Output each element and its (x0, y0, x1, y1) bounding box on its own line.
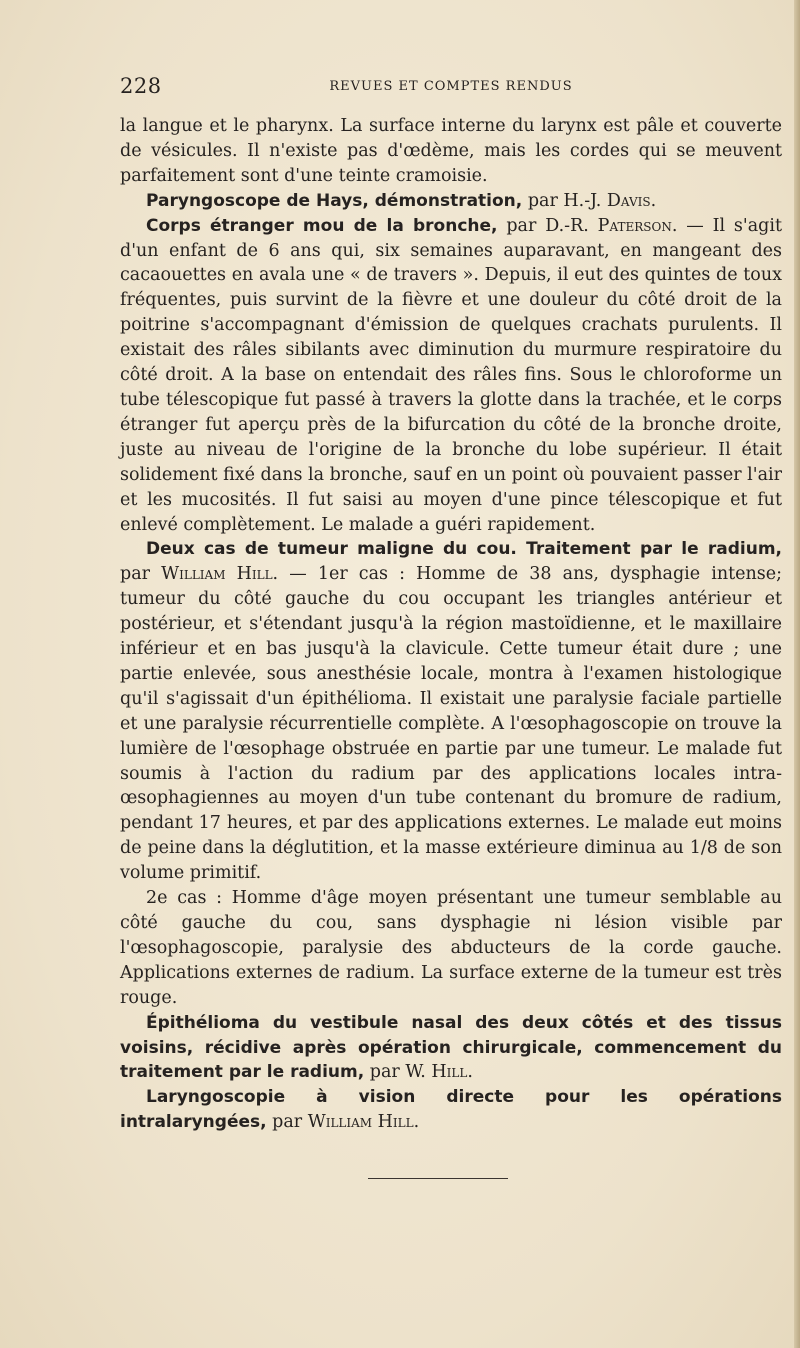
text-run: par D.-R. (497, 215, 598, 236)
paragraph (120, 1011, 782, 1086)
section-heading: Laryngoscopie à vision directe pour les opérations intralaryngées, (120, 1087, 782, 1133)
author-name: Hill (431, 1062, 468, 1083)
text-run: par W. (364, 1062, 432, 1083)
paragraph (120, 189, 782, 214)
text-run: par (120, 564, 162, 585)
author-name: William Hill (307, 1112, 414, 1133)
author-name: Paterson (597, 215, 672, 236)
author-name: Davis (606, 190, 651, 211)
text-run: . (413, 1112, 420, 1133)
author-name: William Hill (161, 564, 273, 585)
text-run: . (467, 1062, 473, 1083)
section-heading: Épithélioma du vestibule nasal des deux côtés et des tissus voisins, récidive après opération chirurgicale, commencement du traitement par le radium, (120, 1012, 782, 1083)
text-run: . (650, 190, 657, 211)
text-run: par (266, 1112, 308, 1133)
text-run: par H.-J. (522, 190, 607, 211)
section-end-rule (368, 1178, 508, 1179)
paragraph (120, 537, 782, 886)
paragraph: la langue et le pharynx. La surface interne du larynx est pâle et couverte de vésicules. Il n'existe pas d'œdème, mais les cordes qui se meuvent parfaitement sont d'une teinte cramoisie. (120, 116, 782, 186)
article-text (120, 114, 782, 1135)
paragraph: 2e cas : Homme d'âge moyen présentant une tumeur semblable au côté gauche du cou, sans dysphagie ni lésion visible par l'œsophagoscopie, paralysie des abducteurs de la corde gauche. Applications externes de radium. La surface externe de la tumeur est très rouge. (120, 888, 782, 1008)
page-number: 228 (120, 74, 162, 98)
paragraph (120, 1085, 782, 1135)
section-heading: Corps étranger mou de la bronche, (146, 215, 498, 236)
running-head: REVUES ET COMPTES RENDUS (329, 79, 573, 94)
section-heading: Deux cas de tumeur maligne du cou. Traitement par le radium, (146, 539, 782, 560)
text-run: . — 1er cas : Homme de 38 ans, dysphagie intense; tumeur du côté gauche du cou occupant les triangles antérieur et postérieur, et s'étendant jusqu'à la région mastoïdienne, et le maxillaire inférieur et en bas jusqu'à la clavicule. Cette tumeur était dure ; une partie enlevée, sous anesthésie locale, montra à l'examen histologique qu'il s'agissait d'un épithélioma. Il existait une paralysie faciale partielle et une paralysie récurrentielle complète. A l'œsophagoscopie on trouve la lumière de l'œsophage obstruée en partie par une tumeur. Le malade fut soumis à l'action du radium par des applications locales intra-œsophagiennes au moyen d'un tube contenant du bromure de radium, pendant 17 heures, et par des applications externes. Le malade eut moins de peine dans la déglutition, et la masse extérieure diminua au 1/8 de son volume primitif. (120, 564, 782, 884)
paragraph (120, 214, 782, 538)
section-heading: Paryngoscope de Hays, démonstration, (146, 190, 523, 211)
page-edge (794, 0, 800, 1348)
page-header (120, 74, 782, 102)
text-run: . — Il s'agit d'un enfant de 6 ans qui, six semaines auparavant, en mangeant des cacaouettes en avala une « de travers ». Depuis, il eut des quintes de toux fréquentes, puis survint de la fièvre et une douleur du côté droit de la poitrine s'accompagnant d'émission de quelques crachats purulents. Il existait des râles sibilants avec diminution du murmure respiratoire du côté droit. A la base on entendait des râles fins. Sous le chloroforme un tube télescopique fut passé à travers la glotte dans la trachée, et le corps étranger fut aperçu près de la bifurcation du côté de la bronche droite, juste au niveau de l'origine de la bronche du lobe supérieur. Il était solidement fixé dans la bronche, sauf en un point où pouvaient passer l'air et les mucosités. Il fut saisi au moyen d'une pince télescopique et fut enlevé complètement. Le malade a guéri rapidement. (120, 215, 782, 535)
